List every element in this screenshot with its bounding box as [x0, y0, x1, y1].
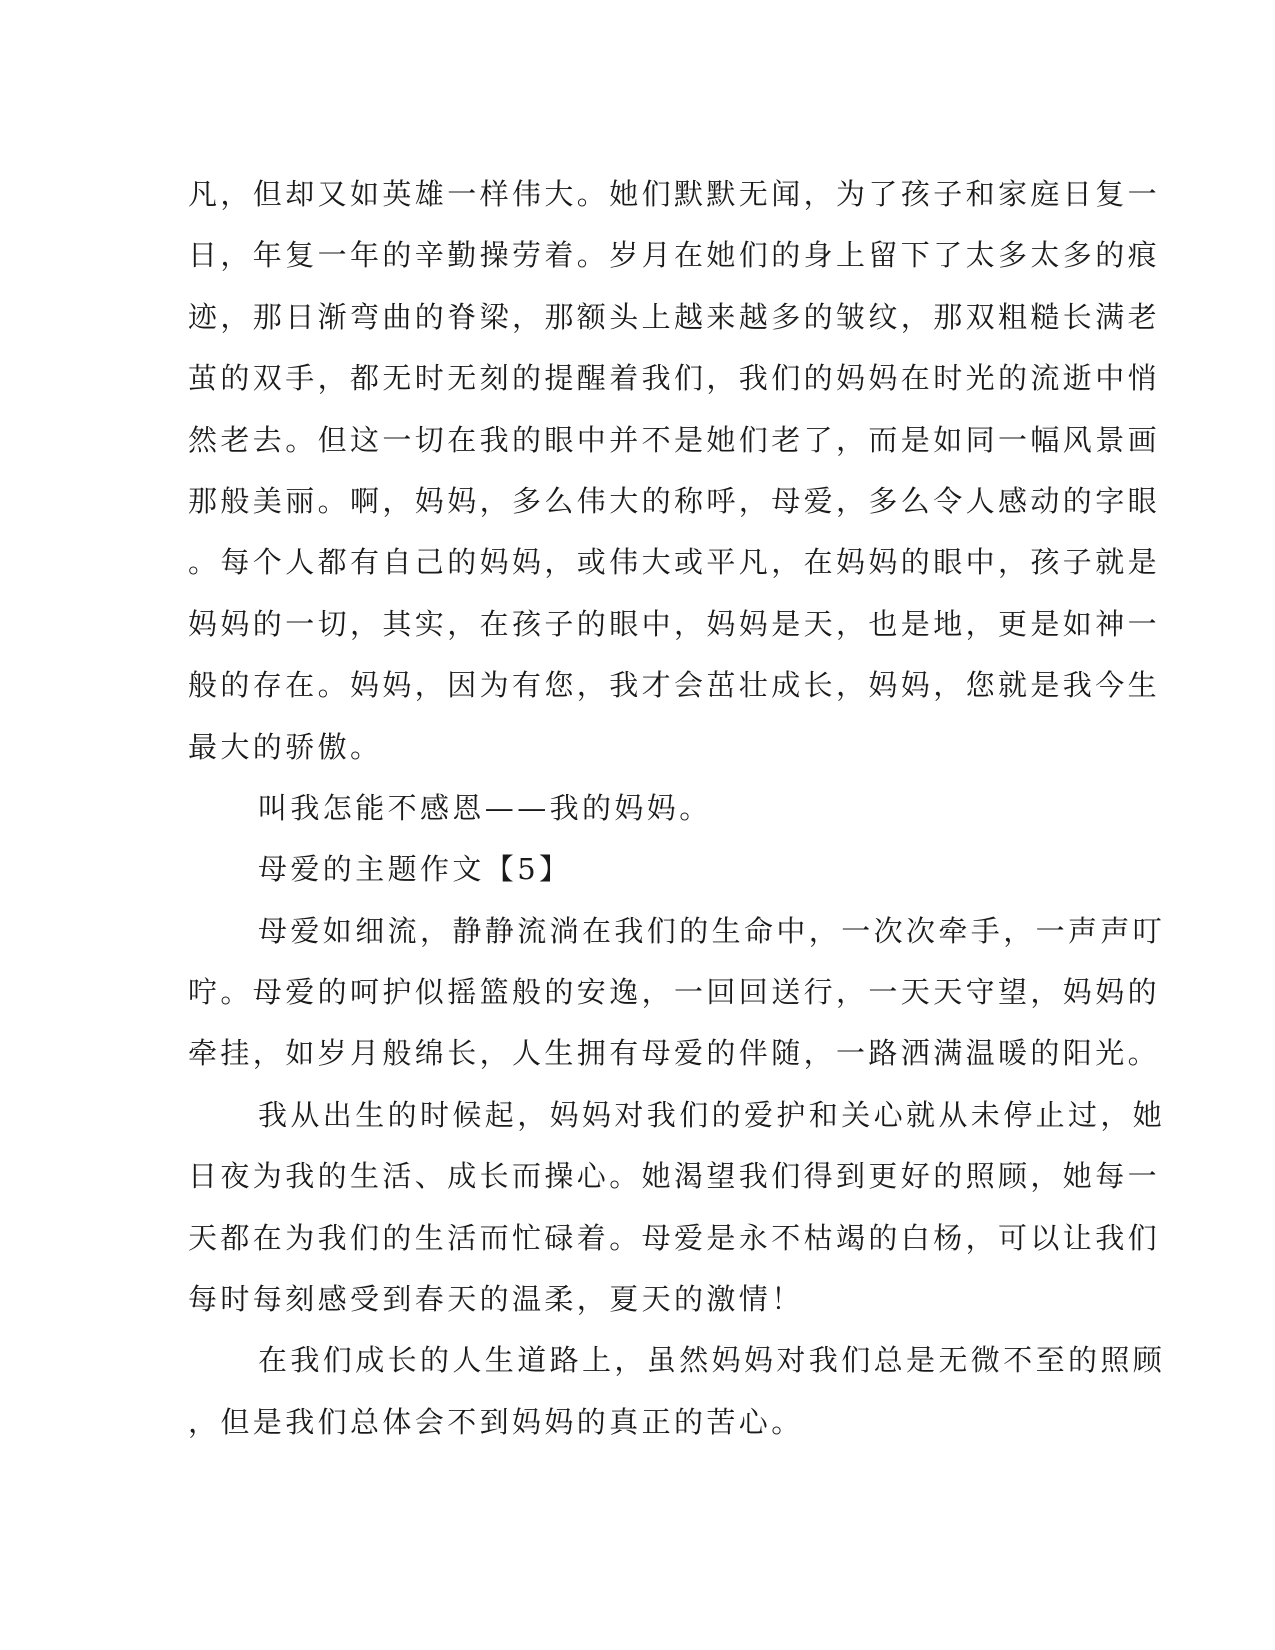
text-line: 迹，那日渐弯曲的脊梁，那额头上越来越多的皱纹，那双粗糙长满老	[188, 299, 1161, 334]
text-line: 母爱如细流，静静流淌在我们的生命中，一次次牵手，一声声叮	[258, 913, 1166, 948]
text-line: 咛。母爱的呵护似摇篮般的安逸，一回回送行，一天天守望，妈妈的	[188, 975, 1161, 1010]
text-line: 。每个人都有自己的妈妈，或伟大或平凡，在妈妈的眼中，孩子就是	[188, 545, 1161, 580]
text-line: 在我们成长的人生道路上，虽然妈妈对我们总是无微不至的照顾	[258, 1343, 1166, 1378]
text-line: 牵挂，如岁月般绵长，人生拥有母爱的伴随，一路洒满温暖的阳光。	[188, 1036, 1161, 1071]
text-line: 凡，但却又如英雄一样伟大。她们默默无闻，为了孩子和家庭日复一	[188, 177, 1161, 211]
text-line: 妈妈的一切，其实，在孩子的眼中，妈妈是天，也是地，更是如神一	[188, 606, 1161, 641]
text-line: 我从出生的时候起，妈妈对我们的爱护和关心就从未停止过，她	[258, 1097, 1166, 1132]
text-line: 每时每刻感受到春天的温柔，夏天的激情！	[188, 1282, 804, 1317]
text-line: 最大的骄傲。	[188, 729, 383, 764]
text-line: 般的存在。妈妈，因为有您，我才会茁壮成长，妈妈，您就是我今生	[188, 668, 1161, 703]
text-line: 日夜为我的生活、成长而操心。她渴望我们得到更好的照顾，她每一	[188, 1159, 1161, 1194]
text-line: 茧的双手，都无时无刻的提醒着我们，我们的妈妈在时光的流逝中悄	[188, 361, 1161, 396]
text-line: 然老去。但这一切在我的眼中并不是她们老了，而是如同一幅风景画	[188, 422, 1161, 457]
text-line: 那般美丽。啊，妈妈，多么伟大的称呼，母爱，多么令人感动的字眼	[188, 483, 1161, 518]
text-line: 叫我怎能不感恩——我的妈妈。	[258, 790, 712, 825]
text-line: 日，年复一年的辛勤操劳着。岁月在她们的身上留下了太多太多的痕	[188, 238, 1161, 273]
body-text	[188, 164, 1166, 1453]
text-line: 天都在为我们的生活而忙碌着。母爱是永不枯竭的白杨，可以让我们	[188, 1220, 1161, 1255]
text-line: ，但是我们总体会不到妈妈的真正的苦心。	[188, 1404, 804, 1439]
section-heading: 母爱的主题作文【5】	[258, 852, 572, 887]
